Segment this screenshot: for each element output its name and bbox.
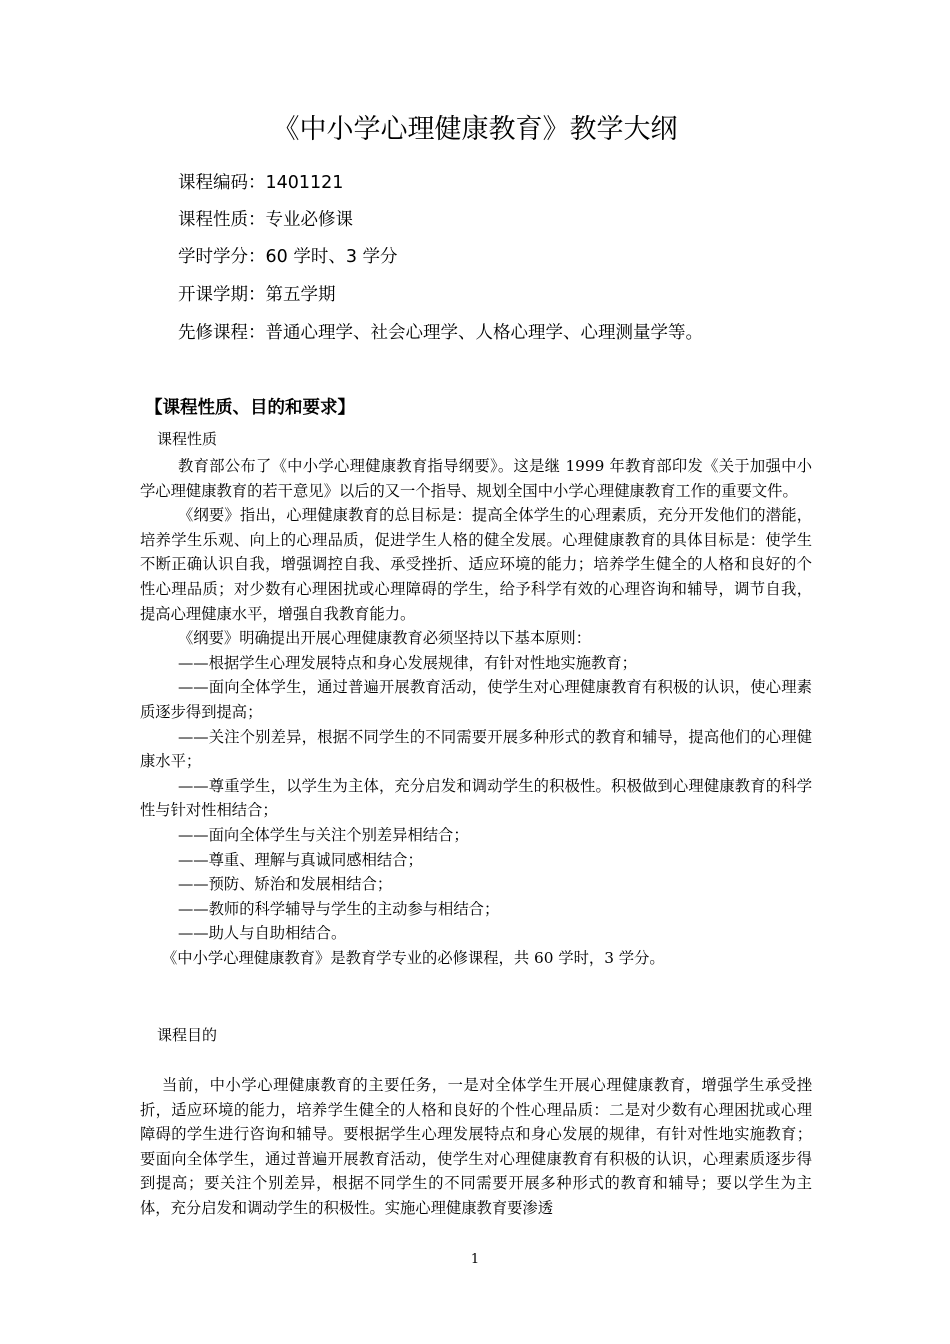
paragraph: 《纲要》明确提出开展心理健康教育必须坚持以下基本原则： xyxy=(178,629,592,648)
subheading-course-nature: 课程性质 xyxy=(157,430,218,448)
paragraph: 教育部公布了《中小学心理健康教育指导纲要》。这是继 1999 年教育部印发《关于加强中小学心理健康教育的若干意见》以后的又一个指导、规划全国中小学心理健康教育工作的重要文件。 xyxy=(140,457,812,500)
section-heading: 【课程性质、目的和要求】 xyxy=(145,398,355,418)
principle-item: ——教师的科学辅导与学生的主动参与相结合； xyxy=(178,899,500,918)
course-summary: 《中小学心理健康教育》是教育学专业的必修课程，共 60 学时，3 学分。 xyxy=(162,948,665,967)
semester: 开课学期：第五学期 xyxy=(178,285,336,305)
subheading-course-purpose: 课程目的 xyxy=(157,1026,218,1044)
course-nature: 课程性质：专业必修课 xyxy=(178,210,353,230)
principle-item: ——面向全体学生，通过普遍开展教育活动，使学生对心理健康教育有积极的认识，使心理素质逐步得到提高； xyxy=(140,678,812,721)
principle-item: ——预防、矫治和发展相结合； xyxy=(178,875,393,894)
hours-credits: 学时学分：60 学时、3 学分 xyxy=(178,247,398,267)
page-number: 1 xyxy=(470,1252,480,1267)
principle-item: ——面向全体学生与关注个别差异相结合； xyxy=(178,825,469,844)
principle-item: ——根据学生心理发展特点和身心发展规律，有针对性地实施教育； xyxy=(178,653,637,672)
principle-item: ——助人与自助相结合。 xyxy=(178,924,347,943)
principle-item: ——关注个别差异，根据不同学生的不同需要开展多种形式的教育和辅导，提高他们的心理健康水平； xyxy=(140,727,812,771)
course-purpose-body xyxy=(140,1073,812,1221)
document-title: 《中小学心理健康教育》教学大纲 xyxy=(272,114,678,145)
paragraph: 当前，中小学心理健康教育的主要任务，一是对全体学生开展心理健康教育，增强学生承受挫折，适应环境的能力，培养学生健全的人格和良好的个性心理品质：二是对少数有心理困扰或心理障碍的学生进行咨询和辅导。要根据学生心理发展特点和身心发展的规律，有针对性地实施教育；要面向全体学生，通过普遍开展教育活动，使学生对心理健康教育有积极的认识，心理素质逐步得到提高；要关注个别差异，根据不同学生的不同需要开展多种形式的教育和辅导；要以学生为主体，充分启发和调动学生的积极性。实施心理健康教育要渗透 xyxy=(140,1076,812,1217)
principle-item: ——尊重、理解与真诚同感相结合； xyxy=(178,850,423,869)
course-code: 课程编码：1401121 xyxy=(178,173,344,193)
course-nature-body xyxy=(140,454,812,970)
paragraph: 《纲要》指出，心理健康教育的总目标是：提高全体学生的心理素质，充分开发他们的潜能，培养学生乐观、向上的心理品质，促进学生人格的健全发展。心理健康教育的具体目标是：使学生不断正确认识自我，增强调控自我、承受挫折、适应环境的能力；培养学生健全的人格和良好的个性心理品质；对少数有心理困扰或心理障碍的学生，给予科学有效的心理咨询和辅导，调节自我，提高心理健康水平，增强自我教育能力。 xyxy=(140,506,812,623)
principle-item: ——尊重学生，以学生为主体，充分启发和调动学生的积极性。积极做到心理健康教育的科学性与针对性相结合； xyxy=(140,776,812,820)
prerequisites: 先修课程：普通心理学、社会心理学、人格心理学、心理测量学等。 xyxy=(178,323,703,343)
